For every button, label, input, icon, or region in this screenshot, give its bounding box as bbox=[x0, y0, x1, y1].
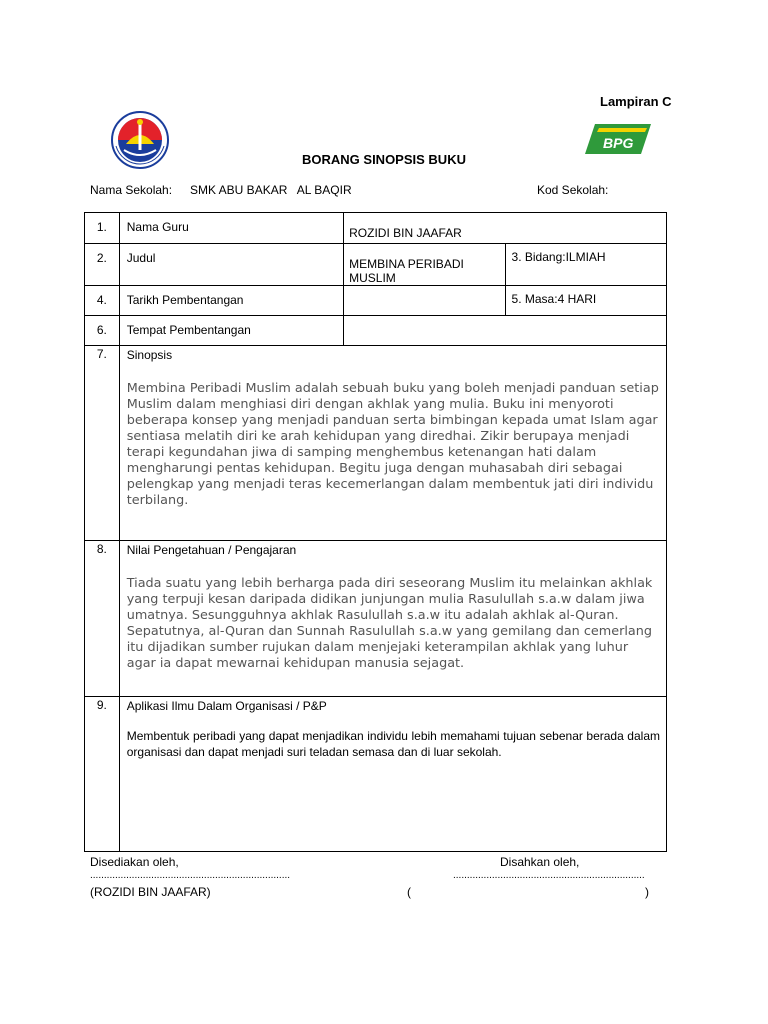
bidang-value[interactable]: 3. Bidang:ILMIAH bbox=[505, 244, 666, 286]
row-nilai bbox=[85, 541, 667, 697]
aplikasi-cell[interactable] bbox=[119, 697, 666, 852]
masa-value[interactable]: 5. Masa:4 HARI bbox=[505, 286, 666, 316]
lampiran-label: Lampiran C bbox=[600, 94, 672, 109]
aplikasi-text: Membentuk peribadi yang dapat menjadikan individu lebih memahami tujuan sebenar berada dalam organisasi dan dapat menjadi suri teladan semasa dan di luar sekolah. bbox=[126, 729, 660, 759]
tempat-label: Tempat Pembentangan bbox=[119, 316, 343, 346]
tarikh-value[interactable] bbox=[344, 286, 505, 316]
row-nama-guru bbox=[85, 213, 667, 244]
row-number: 1. bbox=[85, 213, 120, 244]
form-title: BORANG SINOPSIS BUKU bbox=[302, 152, 466, 167]
tarikh-label: Tarikh Pembentangan bbox=[119, 286, 343, 316]
row-number: 2. bbox=[85, 244, 120, 286]
synopsis-form-table bbox=[84, 212, 667, 852]
svg-text:BPG: BPG bbox=[603, 135, 634, 151]
signature-line-right[interactable]: ..................................................................... bbox=[453, 870, 645, 881]
tempat-value[interactable] bbox=[344, 316, 667, 346]
row-number: 6. bbox=[85, 316, 120, 346]
row-number: 7. bbox=[85, 346, 120, 541]
row-tempat bbox=[85, 316, 667, 346]
approver-paren-open: ( bbox=[407, 885, 411, 899]
nilai-text: Tiada suatu yang lebih berharga pada diri seseorang Muslim itu melainkan akhlak yang terpuji kesan daripada didikan junjungan mulia Rasulullah s.a.w dalam jiwa umatnya. Sesungguhnya akhlak Rasulullah s.a.w itu adalah akhlak al-Quran. Sepatutnya, al-Quran dan Sunnah Rasulullah s.a.w yang gemilang dan cemerlang itu dijadikan sumber rujukan dalam menjejaki keterampilan akhlak yang luhur agar ia dapat mewarnai kehidupan manusia sejagat. bbox=[126, 576, 653, 671]
judul-value[interactable]: MEMBINA PERIBADI MUSLIM bbox=[344, 244, 505, 286]
nama-guru-label: Nama Guru bbox=[119, 213, 343, 244]
bpg-logo-icon bbox=[585, 122, 651, 156]
disahkan-label: Disahkan oleh, bbox=[500, 855, 580, 869]
row-number: 4. bbox=[85, 286, 120, 316]
signature-line-left[interactable]: ........................................................................ bbox=[90, 870, 291, 881]
row-number: 9. bbox=[85, 697, 120, 852]
row-judul bbox=[85, 244, 667, 286]
row-aplikasi bbox=[85, 697, 667, 852]
nama-sekolah-label: Nama Sekolah: bbox=[90, 183, 173, 197]
judul-label: Judul bbox=[119, 244, 343, 286]
nilai-label: Nilai Pengetahuan / Pengajaran bbox=[126, 543, 297, 557]
sinopsis-label: Sinopsis bbox=[126, 348, 173, 362]
preparer-name: (ROZIDI BIN JAAFAR) bbox=[90, 885, 211, 899]
approver-paren-close: ) bbox=[645, 885, 649, 899]
nilai-cell[interactable] bbox=[119, 541, 666, 697]
aplikasi-label: Aplikasi Ilmu Dalam Organisasi / P&P bbox=[126, 699, 327, 713]
disediakan-label: Disediakan oleh, bbox=[90, 855, 179, 869]
row-sinopsis bbox=[85, 346, 667, 541]
sinopsis-text: Membina Peribadi Muslim adalah sebuah buku yang boleh menjadi panduan setiap Muslim dalam menghiasi diri dengan akhlak yang mulia. Buku ini menyoroti beberapa konsep yang menjadi panduan serta bimbingan kepada umat Islam agar sentiasa melatih diri ke arah kehidupan yang diredhai. Zikir berupaya menjadi terapi kegundahan jiwa di samping menghembus ketenangan hati dalam mengharungi pentas kehidupan. Begitu juga dengan muhasabah diri sebagai pelengkap yang menjadi teras kecemerlangan dalam membentuk jati diri individu terbilang. bbox=[126, 381, 659, 508]
row-number: 8. bbox=[85, 541, 120, 697]
row-tarikh bbox=[85, 286, 667, 316]
kod-sekolah-label: Kod Sekolah: bbox=[537, 183, 609, 197]
nama-guru-value[interactable]: ROZIDI BIN JAAFAR bbox=[344, 213, 667, 244]
nama-sekolah-value: SMK ABU BAKAR AL BAQIR bbox=[190, 183, 352, 197]
sinopsis-cell[interactable] bbox=[119, 346, 666, 541]
